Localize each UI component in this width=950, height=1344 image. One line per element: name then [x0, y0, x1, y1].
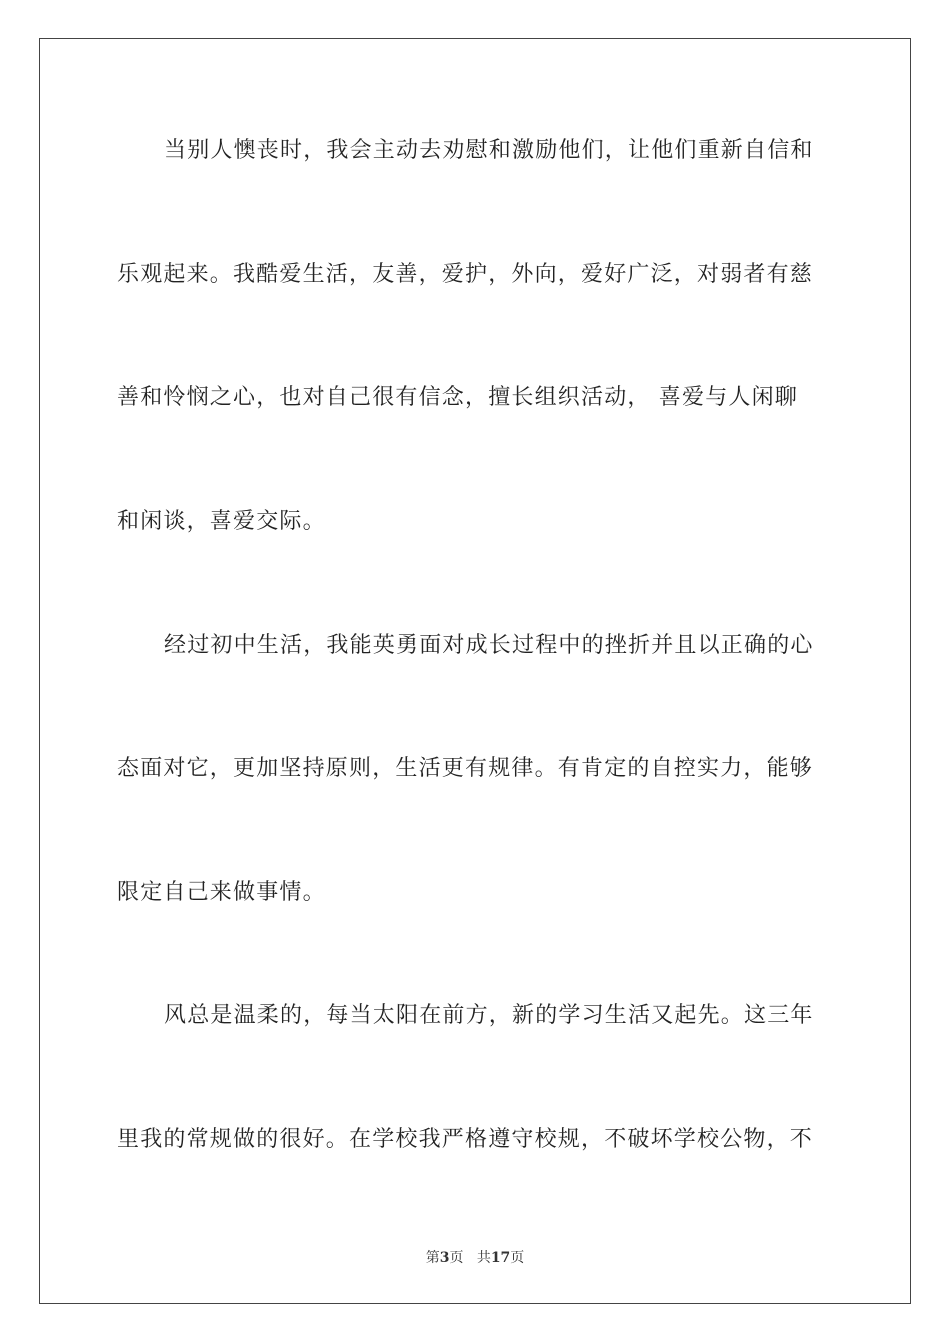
paragraph-line-5: 经过初中生活，我能英勇面对成长过程中的挫折并且以正确的心: [164, 633, 814, 658]
paragraph-line-2: 乐观起来。我酷爱生活，友善，爱护，外向，爱好广泛，对弱者有慈: [117, 262, 814, 287]
paragraph-line-3: 善和怜悯之心，也对自己很有信念，擅长组织活动， 喜爱与人闲聊: [117, 385, 798, 410]
page-suffix: 页: [449, 1250, 464, 1266]
paragraph-line-8: 风总是温柔的，每当太阳在前方，新的学习生活又起先。这三年: [164, 1003, 814, 1028]
paragraph-line-4: 和闲谈，喜爱交际。: [117, 509, 326, 534]
paragraph-line-6: 态面对它，更加坚持原则，生活更有规律。有肯定的自控实力，能够: [117, 756, 814, 781]
paragraph-line-7: 限定自己来做事情。: [117, 880, 326, 905]
page-current: 3: [439, 1250, 450, 1266]
total-suffix: 页: [510, 1250, 525, 1266]
total-prefix: 共: [476, 1250, 491, 1266]
page-border: [39, 38, 911, 1304]
paragraph-line-9: 里我的常规做的很好。在学校我严格遵守校规，不破坏学校公物，不: [117, 1127, 814, 1152]
page-footer: [0, 1247, 950, 1267]
paragraph-line-1: 当别人懊丧时，我会主动去劝慰和激励他们，让他们重新自信和: [164, 138, 814, 163]
page-total: 17: [490, 1250, 511, 1266]
page-prefix: 第: [425, 1250, 440, 1266]
